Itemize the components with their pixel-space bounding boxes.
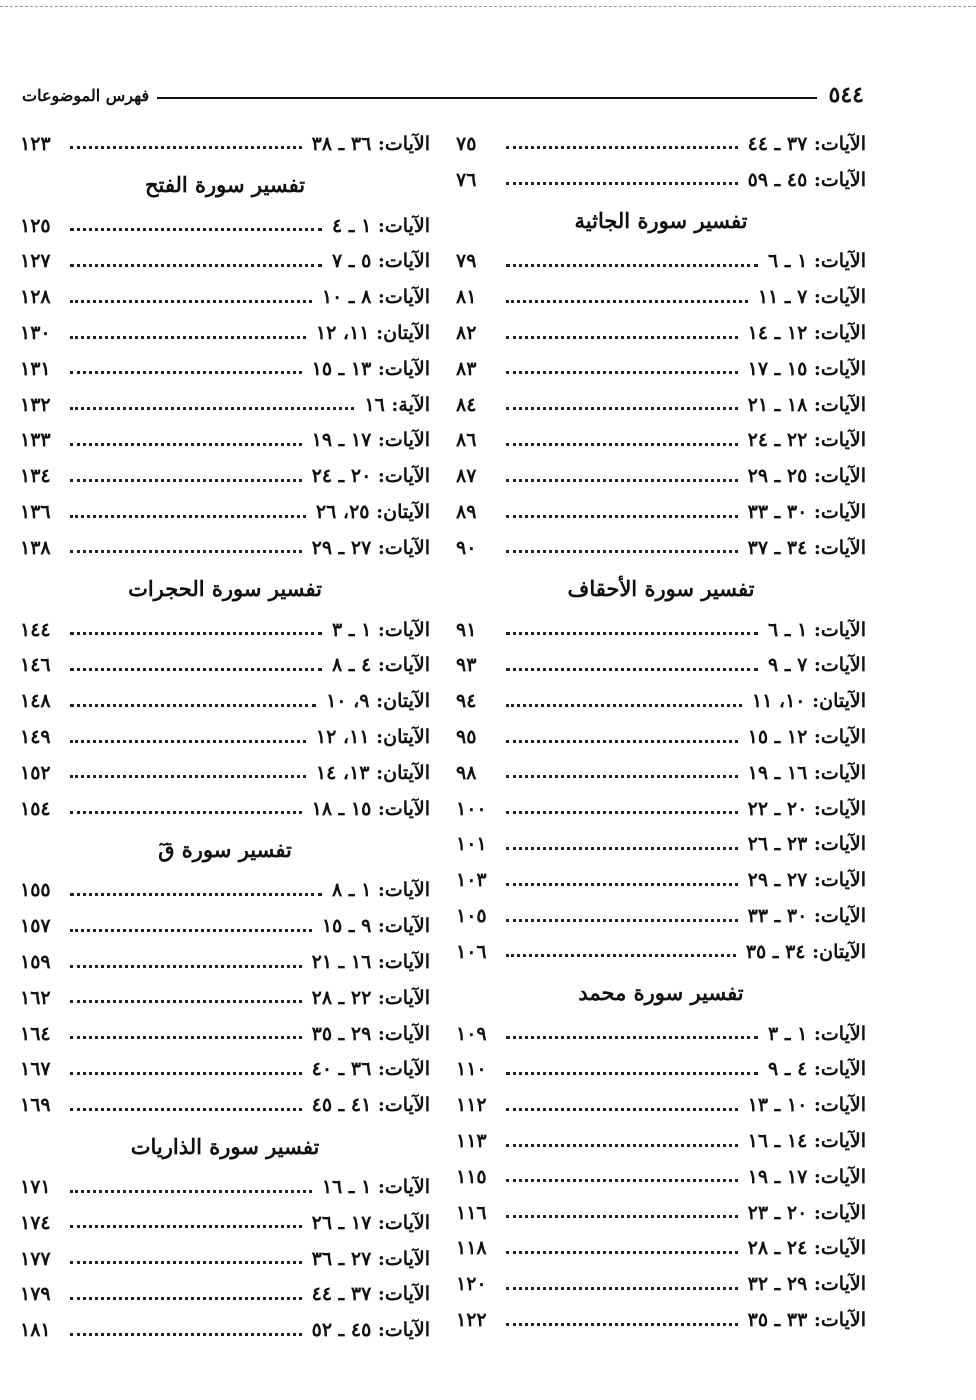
page-reference: ٧٩ [456, 250, 477, 273]
dot-leader [70, 1261, 302, 1264]
page-reference: ٨٤ [456, 393, 477, 416]
dot-leader [506, 1287, 738, 1290]
index-entry [20, 791, 430, 827]
dot-leader [70, 1297, 302, 1300]
dot-leader [506, 1036, 758, 1039]
verse-range-label: الآيات: ١٧ ـ ١٩ [747, 1165, 866, 1188]
verse-range-label: الآيات: ٨ ـ ١٠ [321, 286, 430, 309]
dot-leader [70, 775, 306, 778]
dot-leader [506, 668, 758, 671]
dot-leader [506, 182, 738, 185]
index-column-right [456, 126, 866, 1338]
index-entry [456, 423, 866, 459]
verse-range-label: الآيتان: ١٠، ١١ [751, 690, 866, 713]
page-reference: ١١٥ [456, 1165, 487, 1188]
verse-range-label: الآيات: ١٨ ـ ٢١ [747, 393, 866, 416]
dot-leader [70, 146, 302, 149]
page-reference: ١٢٢ [456, 1309, 487, 1331]
index-entry [20, 1087, 430, 1123]
dot-leader [506, 811, 738, 814]
dot-leader [70, 300, 312, 303]
page-reference: ٨٧ [456, 465, 477, 488]
page-reference: ١٠٠ [456, 797, 487, 820]
page-reference: ١٠٦ [456, 940, 487, 963]
verse-range-label: الآيات: ٣٧ ـ ٤٤ [311, 1283, 430, 1306]
dot-leader [506, 1179, 738, 1182]
verse-range-label: الآيات: ٢٠ ـ ٢٢ [747, 797, 866, 820]
surah-heading: تفسير سورة الحجرات [128, 576, 322, 602]
verse-range-label: الآيتان: ٣٤ ـ ٣٥ [745, 940, 866, 963]
dot-leader [70, 1072, 302, 1075]
page-reference: ١٢٧ [20, 250, 51, 273]
page-reference: ١٠٩ [456, 1022, 487, 1045]
page-reference: ١٣٨ [20, 536, 51, 559]
dot-leader [506, 264, 758, 267]
index-entry [456, 934, 866, 970]
dot-leader [70, 550, 302, 553]
index-entry [456, 244, 866, 280]
dot-leader [506, 632, 758, 635]
surah-heading: تفسير سورة محمد [578, 980, 744, 1006]
verse-range-label: الآيات: ٢٠ ـ ٢٣ [747, 1201, 866, 1224]
dot-leader [506, 1144, 738, 1147]
index-entry [456, 1087, 866, 1123]
dot-leader [506, 847, 738, 850]
page-reference: ٩٤ [456, 690, 477, 713]
page-reference: ٩٠ [456, 536, 477, 559]
dot-leader [506, 407, 738, 410]
verse-range-label: الآيات: ٢٥ ـ ٢٩ [747, 465, 866, 488]
index-entry [20, 873, 430, 909]
page-number: ٥٤٤ [828, 82, 864, 108]
index-entry [456, 530, 866, 566]
index-entry [456, 279, 866, 315]
dot-leader [70, 228, 322, 231]
page-reference: ١١٨ [456, 1237, 487, 1260]
index-entry [20, 648, 430, 684]
page-reference: ١١٦ [456, 1201, 487, 1224]
running-title: فهرس الموضوعات [22, 85, 150, 105]
verse-range-label: الآيات: ٢٧ ـ ٢٩ [311, 536, 430, 559]
index-entry [456, 791, 866, 827]
index-entry [20, 683, 430, 719]
index-entry [20, 494, 430, 530]
index-entry [20, 719, 430, 755]
index-entry [20, 1016, 430, 1052]
page-reference: ١٨١ [20, 1319, 51, 1342]
dot-leader [506, 1108, 738, 1111]
verse-range-label: الآيات: ٣٧ ـ ٤٤ [747, 132, 866, 155]
verse-range-label: الآيات: ١٣ ـ ١٥ [311, 357, 430, 380]
verse-range-label: الآيات: ١٤ ـ ١٦ [747, 1130, 866, 1153]
page-reference: ٩٣ [456, 654, 477, 677]
surah-heading: تفسير سورة الفتح [144, 172, 306, 198]
verse-range-label: الآيات: ٣٠ ـ ٣٣ [747, 501, 866, 524]
verse-range-label: الآيات: ١ ـ ٣ [332, 618, 430, 641]
verse-range-label: الآيات: ٥ ـ ٧ [332, 250, 430, 273]
index-entry [20, 1277, 430, 1313]
page-reference: ١٤٨ [20, 690, 51, 713]
dot-leader [70, 811, 302, 814]
index-entry [456, 126, 866, 162]
dot-leader [70, 704, 316, 707]
verse-range-label: الآيات: ٧ ـ ١١ [757, 286, 866, 309]
dot-leader [506, 371, 738, 374]
surah-heading: تفسير سورة الجاثية [574, 208, 748, 234]
index-entry [20, 126, 430, 162]
dot-leader [506, 550, 738, 553]
verse-range-label: الآيات: ١٧ ـ ٢٦ [311, 1211, 430, 1234]
verse-range-label: الآيات: ١ ـ ١٦ [321, 1176, 430, 1199]
dot-leader [70, 264, 322, 267]
dot-leader [70, 371, 302, 374]
index-entry [20, 908, 430, 944]
index-entry [456, 648, 866, 684]
page-reference: ١٦٤ [20, 1022, 51, 1045]
index-entry [20, 1052, 430, 1088]
dot-leader [506, 954, 736, 957]
index-entry [20, 423, 430, 459]
index-entry [456, 755, 866, 791]
verse-range-label: الآيتان: ١١، ١٢ [315, 322, 430, 345]
page-reference: ١٧٧ [20, 1247, 51, 1270]
page-reference: ١٣٣ [20, 429, 51, 452]
dot-leader [70, 515, 306, 518]
header-rule [157, 97, 816, 99]
verse-range-label: الآيات: ١ ـ ٤ [332, 214, 430, 237]
verse-range-label: الآيات: ٧ ـ ٩ [768, 654, 866, 677]
page-reference: ١١٠ [456, 1058, 487, 1081]
index-entry [20, 612, 430, 648]
surah-heading: تفسير سورة الأحقاف [567, 576, 755, 602]
index-entry [20, 458, 430, 494]
page-reference: ٨٢ [456, 322, 477, 345]
verse-range-label: الآيات: ١٦ ـ ١٩ [747, 761, 866, 784]
page-reference: ١٦٩ [20, 1094, 51, 1117]
verse-range-label: الآيات: ٣٠ ـ ٣٣ [747, 905, 866, 928]
page-reference: ١٣١ [20, 357, 51, 380]
index-entry [456, 1302, 866, 1338]
index-entry [456, 494, 866, 530]
dot-leader [70, 965, 302, 968]
verse-range-label: الآيات: ٣٦ ـ ٣٨ [311, 132, 430, 155]
dot-leader [506, 1072, 758, 1075]
dot-leader [506, 515, 738, 518]
page-reference: ١٤٦ [20, 654, 51, 677]
index-entry [20, 1169, 430, 1205]
verse-range-label: الآيتان: ٢٥، ٢٦ [315, 501, 430, 524]
page-reference: ٩٨ [456, 761, 477, 784]
index-entry [456, 898, 866, 934]
page-reference: ١٣٤ [20, 465, 51, 488]
dot-leader [70, 407, 354, 410]
index-entry [456, 1123, 866, 1159]
page-reference: ٨١ [456, 286, 477, 309]
dot-leader [506, 775, 738, 778]
page-reference: ١٢٣ [20, 132, 51, 155]
index-entry [20, 351, 430, 387]
index-entry [456, 612, 866, 648]
dot-leader [70, 1108, 302, 1111]
dot-leader [506, 740, 738, 743]
page-reference: ١٣٠ [20, 322, 51, 345]
verse-range-label: الآيات: ٤ ـ ٨ [332, 654, 430, 677]
verse-range-label: الآيتان: ١٣، ١٤ [315, 761, 430, 784]
dot-leader [70, 1190, 312, 1193]
index-entry [20, 530, 430, 566]
index-entry [20, 244, 430, 280]
page-reference: ١٠١ [456, 833, 487, 856]
index-entry [456, 458, 866, 494]
surah-heading: تفسير سورة الذاريات [130, 1133, 320, 1159]
index-entry [20, 1241, 430, 1277]
verse-range-label: الآيتان: ١١، ١٢ [315, 726, 430, 749]
verse-range-label: الآيات: ٤٥ ـ ٥٢ [311, 1319, 430, 1342]
index-entry [20, 980, 430, 1016]
dot-leader [506, 479, 738, 482]
verse-range-label: الآيتان: ٩، ١٠ [326, 690, 430, 713]
verse-range-label: الآيات: ١ ـ ٦ [768, 618, 866, 641]
index-column-left [20, 126, 430, 1348]
index-entry [456, 683, 866, 719]
index-entry [456, 1159, 866, 1195]
index-entry [20, 279, 430, 315]
page-reference: ١٤٤ [20, 618, 51, 641]
verse-range-label: الآيات: ١٢ ـ ١٤ [747, 322, 866, 345]
verse-range-label: الآيات: ٢٩ ـ ٣٢ [747, 1273, 866, 1296]
page-reference: ١٧١ [20, 1176, 51, 1199]
page-reference: ١٥٤ [20, 797, 51, 820]
verse-range-label: الآيات: ٢٢ ـ ٢٨ [311, 986, 430, 1009]
page-reference: ١٣٦ [20, 501, 51, 524]
index-entry [456, 1052, 866, 1088]
verse-range-label: الآيات: ١ ـ ٦ [768, 250, 866, 273]
verse-range-label: الآيات: ٩ ـ ١٥ [321, 915, 430, 938]
page-reference: ٧٦ [456, 168, 477, 191]
verse-range-label: الآيات: ٣٦ ـ ٤٠ [311, 1058, 430, 1081]
dot-leader [70, 1225, 302, 1228]
page-reference: ٧٥ [456, 132, 477, 155]
index-entry [20, 1312, 430, 1348]
index-entry [20, 1205, 430, 1241]
index-entry [456, 719, 866, 755]
surah-heading: تفسير سورة قٓ [158, 837, 292, 863]
index-entry [20, 315, 430, 351]
dot-leader [506, 300, 748, 303]
index-entry [20, 208, 430, 244]
dot-leader [70, 929, 312, 932]
index-entry [456, 1231, 866, 1267]
verse-range-label: الآيات: ١٥ ـ ١٨ [311, 797, 430, 820]
page-reference: ١٧٤ [20, 1211, 51, 1234]
verse-range-label: الآيات: ٢٧ ـ ٣٦ [311, 1247, 430, 1270]
dot-leader [70, 336, 306, 339]
verse-range-label: الآية: ١٦ [364, 393, 430, 416]
verse-range-label: الآيات: ٤١ ـ ٤٥ [311, 1094, 430, 1117]
dot-leader [70, 1333, 302, 1336]
page-reference: ٨٩ [456, 501, 477, 524]
page-reference: ٩٥ [456, 726, 477, 749]
verse-range-label: الآيات: ١ ـ ٨ [332, 879, 430, 902]
page-header [22, 78, 864, 112]
dot-leader [70, 740, 306, 743]
index-entry [20, 755, 430, 791]
verse-range-label: الآيات: ١٧ ـ ١٩ [311, 429, 430, 452]
page-reference: ١١٢ [456, 1094, 487, 1117]
dot-leader [506, 919, 738, 922]
dot-leader [70, 1036, 302, 1039]
page-reference: ١٢٠ [456, 1273, 487, 1296]
verse-range-label: الآيات: ١٠ ـ ١٣ [747, 1094, 866, 1117]
verse-range-label: الآيات: ٢٠ ـ ٢٤ [311, 465, 430, 488]
verse-range-label: الآيات: ٤٥ ـ ٥٩ [747, 168, 866, 191]
index-entry [20, 387, 430, 423]
verse-range-label: الآيات: ٣٣ ـ ٣٥ [747, 1309, 866, 1331]
dot-leader [506, 704, 742, 707]
dot-leader [506, 1323, 738, 1326]
dot-leader [506, 443, 738, 446]
page-reference: ١٤٩ [20, 726, 51, 749]
dot-leader [506, 146, 738, 149]
page-reference: ١٥٧ [20, 915, 51, 938]
page-reference: ١١٣ [456, 1130, 487, 1153]
top-dashed-rule [0, 6, 976, 7]
page-reference: ١٢٨ [20, 286, 51, 309]
index-entry [456, 1266, 866, 1302]
dot-leader [506, 1251, 738, 1254]
verse-range-label: الآيات: ٢٢ ـ ٢٤ [747, 429, 866, 452]
page-reference: ١٧٩ [20, 1283, 51, 1306]
verse-range-label: الآيات: ٢٤ ـ ٢٨ [747, 1237, 866, 1260]
verse-range-label: الآيات: ١٦ ـ ٢١ [311, 951, 430, 974]
verse-range-label: الآيات: ٢٣ ـ ٢٦ [747, 833, 866, 856]
dot-leader [506, 883, 738, 886]
verse-range-label: الآيات: ١٥ ـ ١٧ [747, 357, 866, 380]
dot-leader [506, 1215, 738, 1218]
dot-leader [70, 893, 322, 896]
dot-leader [506, 336, 738, 339]
dot-leader [70, 479, 302, 482]
index-entry [456, 315, 866, 351]
index-entry [456, 162, 866, 198]
verse-range-label: الآيات: ٢٧ ـ ٢٩ [747, 869, 866, 892]
verse-range-label: الآيات: ٤ ـ ٩ [768, 1058, 866, 1081]
page-reference: ١٠٥ [456, 905, 487, 928]
dot-leader [70, 443, 302, 446]
page-reference: ١٥٥ [20, 879, 51, 902]
page-reference: ٩١ [456, 618, 477, 641]
page-reference: ١٦٢ [20, 986, 51, 1009]
verse-range-label: الآيات: ١٢ ـ ١٥ [747, 726, 866, 749]
index-entry [456, 827, 866, 863]
page-reference: ١٠٣ [456, 869, 487, 892]
index-entry [456, 862, 866, 898]
index-entry [20, 944, 430, 980]
page-reference: ١٢٥ [20, 214, 51, 237]
index-entry [456, 1195, 866, 1231]
dot-leader [70, 632, 322, 635]
verse-range-label: الآيات: ٣٤ ـ ٣٧ [747, 536, 866, 559]
dot-leader [70, 1000, 302, 1003]
page-reference: ١٦٧ [20, 1058, 51, 1081]
verse-range-label: الآيات: ١ ـ ٣ [768, 1022, 866, 1045]
page-reference: ٨٣ [456, 357, 477, 380]
index-entry [456, 387, 866, 423]
page-reference: ٨٦ [456, 429, 477, 452]
verse-range-label: الآيات: ٢٩ ـ ٣٥ [311, 1022, 430, 1045]
page-reference: ١٣٢ [20, 393, 51, 416]
page-reference: ١٥٩ [20, 951, 51, 974]
dot-leader [70, 668, 322, 671]
index-entry [456, 1016, 866, 1052]
index-entry [456, 351, 866, 387]
page-reference: ١٥٢ [20, 761, 51, 784]
